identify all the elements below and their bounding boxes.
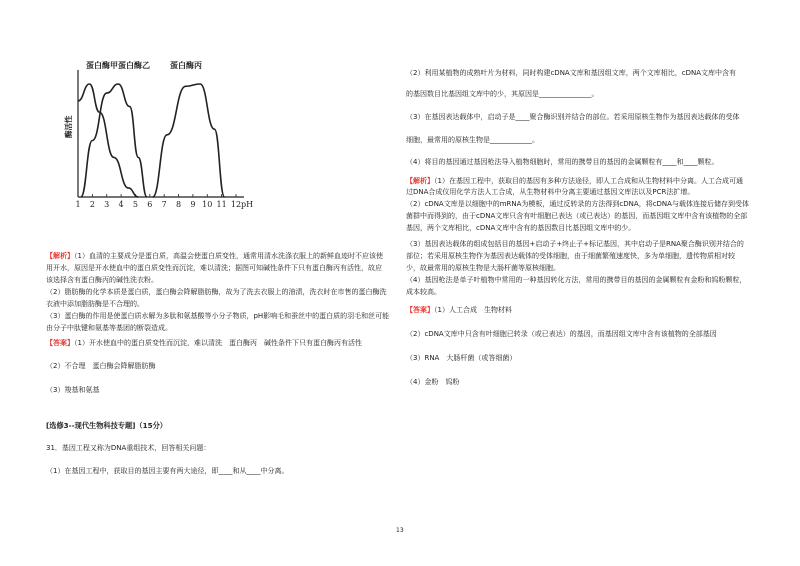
x-tick-label: 11 xyxy=(216,200,227,209)
y-axis-label: 酶活性 xyxy=(64,115,73,138)
answer-line-3: （3）羧基和氨基 xyxy=(46,386,100,394)
x-axis-label: pH xyxy=(241,200,254,209)
analysis-line-4: （2）脂肪酶的化学本质是蛋白质，蛋白酶会降解脂肪酶，故为了洗去衣服上的油渍，洗衣时在市售的蛋白酶洗 xyxy=(46,288,387,296)
series-curve-2 xyxy=(81,84,147,197)
right-analysis-line-8: 少，故最常用的原核生物是大肠杆菌等原核细胞。 xyxy=(406,264,560,272)
analysis-line-1: 【 解析 】 （1）血清的主要成分是蛋白质，高温会使蛋白质变性，通常用清水洗涤衣服上的新鲜血迹时不应该使 xyxy=(46,252,383,261)
x-tick-label: 4 xyxy=(118,200,124,209)
question-31-part-1: （1）在基因工程中，获取目的基因主要有两大途径，即____和从____中分离。 xyxy=(46,467,289,475)
x-tick-label: 2 xyxy=(89,200,95,209)
right-analysis-line-4: 菌群中而得到的，由于cDNA文库只含有叶细胞已表达（或已表达）的基因，而基因组文库中含有该植物的全部 xyxy=(406,212,748,220)
x-tick-label: 9 xyxy=(190,200,196,209)
right-analysis-line-1: 【 解析 】 （1）在基因工程中，获取目的基因有多种方法途径，即人工合成和从生物材料中分离。人工合成可通 xyxy=(406,177,743,186)
series-curve-1 xyxy=(78,84,138,197)
right-analysis-line-10: 成本较高。 xyxy=(406,288,441,296)
right-answer-line-3: （3）RNA 大肠杆菌（或答细菌） xyxy=(406,354,517,362)
question-31: 31．基因工程又称为DNA重组技术，回答相关问题： xyxy=(46,444,211,452)
question-31-part-3a: （3）在基因表达载体中，启动子是____聚合酶识别并结合的部位。若采用原核生物作为基因表达载体的受体 xyxy=(406,113,740,121)
series-curve-3 xyxy=(153,84,225,197)
answer-line-2: （2）不合理 蛋白酶会降解脂肪酶 xyxy=(46,362,156,370)
right-analysis-line-6: （3）基因表达载体的组成包括目的基因+启动子+终止子+标记基因，其中启动子是RNA聚合酶识别并结合的 xyxy=(406,240,744,248)
answer-line-1: 【 答案 】 （1）开水使血中的蛋白质变性而沉淀，难以清洗 蛋白酶丙 碱性条件下只有蛋白酶丙有活性 xyxy=(46,339,362,348)
x-tick-label: 12 xyxy=(230,200,242,209)
right-analysis-line-9: （4）基因枪法是单子叶植物中常用的一种基因转化方法，常用的携带目的基因的金属颗粒有金粉和钨粉颗粒， xyxy=(406,276,747,284)
series-label-3: 蛋白酶丙 xyxy=(170,61,202,70)
page-number: 13 xyxy=(396,527,404,534)
x-tick-label: 7 xyxy=(161,200,167,209)
analysis-line-3: 该选择含有蛋白酶丙的碱性洗衣粉。 xyxy=(46,276,158,284)
question-31-part-3b: 细胞，最常用的原核生物是____________。 xyxy=(406,136,539,144)
right-answer-line-1: 【 答案 】 （1）人工合成 生物材料 xyxy=(406,306,512,315)
right-analysis-line-5: 基因，两个文库相比，cDNA文库中含有的基因数目比基因组文库中的少。 xyxy=(406,224,636,232)
x-tick-label: 8 xyxy=(175,200,182,209)
x-tick-label: 10 xyxy=(202,200,213,209)
right-analysis-line-7: 部位；若采用原核生物作为基因表达载体的受体细胞，由于细菌繁殖速度快，多为单细胞，遗传物质相对较 xyxy=(406,252,735,260)
right-analysis-line-3: （2）cDNA文库是以细胞中的mRNA为模板，通过反转录的方法得到cDNA，将cDNA与载体连接后储存到受体 xyxy=(406,200,749,208)
x-tick-label: 5 xyxy=(132,200,139,209)
analysis-line-2: 用开水，原因是开水使血中的蛋白质变性而沉淀，难以清洗；据图可知碱性条件下只有蛋白酶丙有活性，故应 xyxy=(46,264,382,272)
x-tick-label: 3 xyxy=(104,200,110,209)
question-31-part-4: （4）将目的基因通过基因枪法导入植物细胞时，常用的携带目的基因的金属颗粒有____和____颗粒。 xyxy=(406,158,719,166)
answer-tag: 【 答案 】 xyxy=(46,339,74,347)
enzyme-activity-chart xyxy=(64,54,254,214)
analysis-line-7: 由分子中肽键和氨基等基团的断裂造成。 xyxy=(46,324,172,332)
question-31-part-2b: 的基因数目比基因组文库中的少，其原因是_______________。 xyxy=(406,90,599,98)
right-answer-line-2: （2）cDNA文库中只含有叶细胞已转录（或已表达）的基因，而基因组文库中含有该植物的全部基因 xyxy=(406,330,717,338)
series-label-1: 蛋白酶甲 xyxy=(86,61,118,70)
x-tick-label: 1 xyxy=(75,200,81,209)
x-tick-label: 6 xyxy=(147,200,153,209)
right-analysis-tag: 【 解析 】 xyxy=(406,177,434,185)
question-31-part-2a: （2）利用某植物的成熟叶片为材料，同时构建cDNA文库和基因组文库，两个文库相比，cDNA文库中含有 xyxy=(406,69,736,77)
analysis-tag: 【 解析 】 xyxy=(46,252,74,260)
analysis-line-5: 衣液中添加脂肪酶是不合理的。 xyxy=(46,300,144,308)
right-answer-line-4: （4）金粉 钨粉 xyxy=(406,378,460,386)
right-answer-tag: 【 答案 】 xyxy=(406,306,434,314)
series-label-2: 蛋白酶乙 xyxy=(118,61,150,70)
analysis-line-6: （3）蛋白酶的作用是使蛋白质水解为多肽和氨基酸等小分子物质，pH影响毛和蚕丝中的蛋白质的羽毛和丝可能 xyxy=(46,312,390,320)
right-analysis-line-2: 过DNA合成仪用化学方法人工合成，从生物材料中分离主要通过基因文库法以及PCR法扩增。 xyxy=(406,188,695,196)
section-heading: [选修3--现代生物科技专题]（15分） xyxy=(46,421,167,430)
